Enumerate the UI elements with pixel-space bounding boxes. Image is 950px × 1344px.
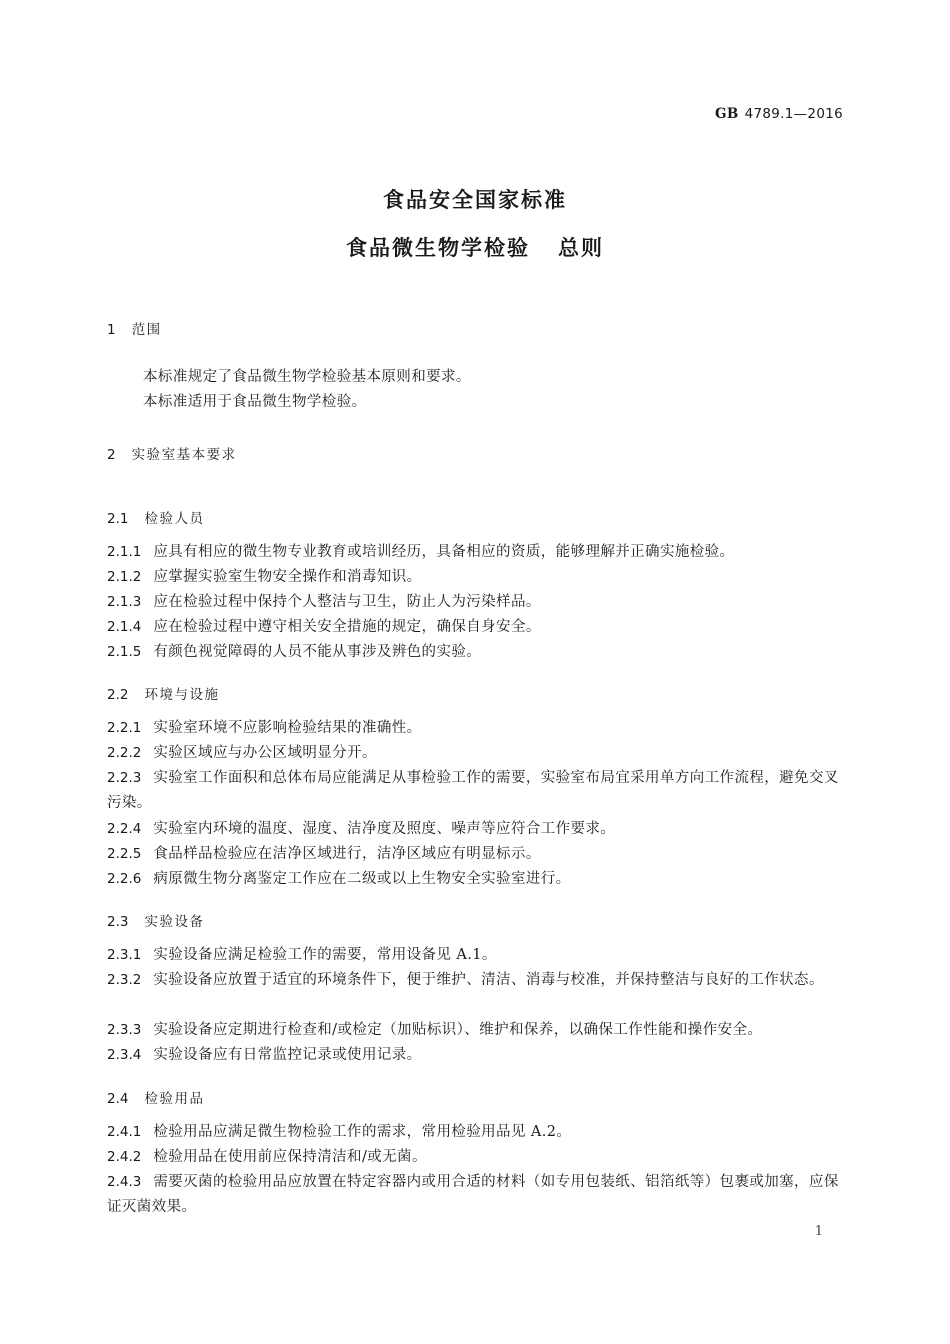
clause-text: 应具有相应的微生物专业教育或培训经历，具备相应的资质，能够理解并正确实施检验。 xyxy=(153,544,735,560)
clause-number: 2.2.3 xyxy=(107,770,142,786)
clause-text: 应在检验过程中保持个人整洁与卫生，防止人为污染样品。 xyxy=(153,594,541,610)
clause-2-2-5 xyxy=(107,842,843,867)
clause-text: 食品样品检验应在洁净区域进行，洁净区域应有明显标示。 xyxy=(153,846,541,862)
clause-text: 应掌握实验室生物安全操作和消毒知识。 xyxy=(153,569,422,585)
clause-2-3-3 xyxy=(107,1018,843,1043)
clause-text: 实验区域应与办公区域明显分开。 xyxy=(153,745,377,761)
clause-2-4-1 xyxy=(107,1120,843,1145)
scope-paragraph-1: 本标准规定了食品微生物学检验基本原则和要求。 xyxy=(143,369,471,385)
section-title: 实验设备 xyxy=(144,914,205,930)
section-title: 实验室基本要求 xyxy=(131,447,237,463)
clause-number: 2.3.1 xyxy=(107,947,142,963)
clause-number: 2.3.4 xyxy=(107,1047,142,1063)
clause-number: 2.1.1 xyxy=(107,544,142,560)
clause-text: 有颜色视觉障碍的人员不能从事涉及辨色的实验。 xyxy=(153,644,482,660)
clause-number: 2.4.1 xyxy=(107,1124,142,1140)
document-subtitle xyxy=(0,232,950,262)
clause-number: 2.1.4 xyxy=(107,619,142,635)
clause-number: 2.4.2 xyxy=(107,1149,142,1165)
document-title: 食品安全国家标准 xyxy=(383,188,567,212)
clause-2-3-1 xyxy=(107,943,843,968)
subsection-heading-2-3 xyxy=(107,910,204,930)
section-number: 2.4 xyxy=(107,1091,129,1107)
section-number: 2.1 xyxy=(107,511,129,527)
clause-text: 实验设备应放置于适宜的环境条件下，便于维护、清洁、消毒与校准，并保持整洁与良好的工作状态。 xyxy=(153,972,824,988)
clause-number: 2.1.2 xyxy=(107,569,142,585)
clause-text: 实验设备应定期进行检查和/或检定（加贴标识）、维护和保养，以确保工作性能和操作安全。 xyxy=(153,1022,763,1038)
page-number: 1 xyxy=(814,1224,823,1239)
clause-2-2-3 xyxy=(107,766,843,816)
clause-number: 2.2.4 xyxy=(107,821,142,837)
subsection-heading-2-2 xyxy=(107,683,219,703)
section-heading-2 xyxy=(107,443,237,463)
clause-2-1-3 xyxy=(107,590,843,615)
subsection-heading-2-4 xyxy=(107,1087,204,1107)
clause-number: 2.2.1 xyxy=(107,720,142,736)
clause-text: 应在检验过程中遵守相关安全措施的规定，确保自身安全。 xyxy=(153,619,541,635)
clause-2-2-4 xyxy=(107,817,843,842)
clause-number: 2.1.5 xyxy=(107,644,142,660)
subsection-heading-2-1 xyxy=(107,507,204,527)
clause-text: 实验室工作面积和总体布局应能满足从事检验工作的需要，实验室布局宜采用单方向工作流程，避免交叉污染。 xyxy=(107,770,839,811)
clause-text: 实验设备应有日常监控记录或使用记录。 xyxy=(153,1047,422,1063)
section-heading-1 xyxy=(107,318,162,338)
scope-paragraph-2: 本标准适用于食品微生物学检验。 xyxy=(143,394,367,410)
standard-number xyxy=(715,106,843,122)
clause-2-2-1 xyxy=(107,716,843,741)
clause-number: 2.2.6 xyxy=(107,871,142,887)
subtitle-main: 食品微生物学检验 xyxy=(346,236,530,260)
clause-text: 实验室环境不应影响检验结果的准确性。 xyxy=(153,720,422,736)
clause-text: 实验室内环境的温度、湿度、洁净度及照度、噪声等应符合工作要求。 xyxy=(153,821,616,837)
section-number: 2.3 xyxy=(107,914,129,930)
clause-number: 2.4.3 xyxy=(107,1174,142,1190)
section-title: 检验用品 xyxy=(144,1091,205,1107)
clause-2-1-5 xyxy=(107,640,843,665)
section-title: 范围 xyxy=(131,322,162,338)
clause-text: 需要灭菌的检验用品应放置在特定容器内或用合适的材料（如专用包装纸、铝箔纸等）包裹或加塞，应保证灭菌效果。 xyxy=(107,1174,839,1215)
standard-code: GB xyxy=(715,106,739,122)
clause-2-4-3 xyxy=(107,1170,843,1220)
clause-2-1-2 xyxy=(107,565,843,590)
clause-2-3-4 xyxy=(107,1043,843,1068)
section-title: 检验人员 xyxy=(144,511,205,527)
subtitle-general: 总则 xyxy=(558,236,604,260)
clause-number: 2.2.5 xyxy=(107,846,142,862)
clause-number: 2.2.2 xyxy=(107,745,142,761)
section-title: 环境与设施 xyxy=(144,687,220,703)
clause-2-3-2 xyxy=(107,968,843,993)
clause-number: 2.1.3 xyxy=(107,594,142,610)
clause-text: 检验用品应满足微生物检验工作的需求，常用检验用品见 A.2。 xyxy=(153,1124,572,1140)
section-number: 1 xyxy=(107,322,116,338)
clause-2-1-1 xyxy=(107,540,843,565)
clause-2-1-4 xyxy=(107,615,843,640)
clause-number: 2.3.2 xyxy=(107,972,142,988)
clause-2-4-2 xyxy=(107,1145,843,1170)
section-number: 2 xyxy=(107,447,116,463)
clause-text: 检验用品在使用前应保持清洁和/或无菌。 xyxy=(153,1149,427,1165)
clause-2-2-2 xyxy=(107,741,843,766)
clause-number: 2.3.3 xyxy=(107,1022,142,1038)
clause-2-2-6 xyxy=(107,867,843,892)
standard-id: 4789.1—2016 xyxy=(744,106,843,122)
clause-text: 病原微生物分离鉴定工作应在二级或以上生物安全实验室进行。 xyxy=(153,871,571,887)
clause-text: 实验设备应满足检验工作的需要，常用设备见 A.1。 xyxy=(153,947,497,963)
section-number: 2.2 xyxy=(107,687,129,703)
